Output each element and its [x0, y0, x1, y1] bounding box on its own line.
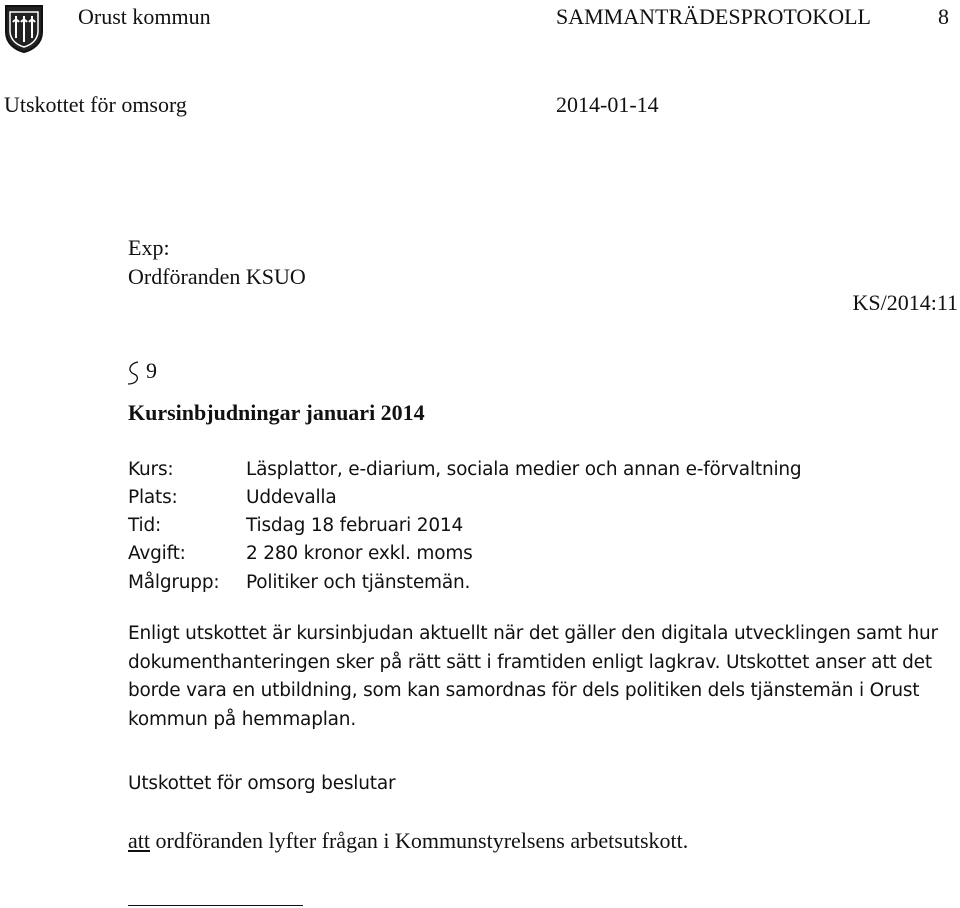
committee-name: Utskottet för omsorg: [4, 92, 187, 117]
section-title: Kursinbjudningar januari 2014: [128, 400, 425, 425]
decision-att: att: [128, 828, 150, 853]
info-value-target-group: Politiker och tjänstemän.: [246, 572, 471, 593]
body-paragraph: Enligt utskottet är kursinbjudan aktuellt när det gäller den digitala utvecklingen samt hur dokumenthanteringen sker på rätt sätt i framtiden enligt lagkrav. Utskottet anser att det borde vara en utbildning, som kan samordnas för dels politiken dels tjänstemän i Orust kommun på hemmaplan.: [128, 623, 938, 730]
decision-statement: [128, 828, 688, 854]
info-label-time: Tid:: [128, 515, 162, 536]
document-type: SAMMANTRÄDESPROTOKOLL: [556, 4, 871, 29]
info-value-time: Tisdag 18 februari 2014: [246, 515, 464, 536]
info-label-fee: Avgift:: [128, 543, 186, 564]
dispatch-recipient: Ordföranden KSUO: [128, 264, 306, 289]
page-number: 8: [938, 4, 949, 29]
info-label-target-group: Målgrupp:: [128, 572, 220, 593]
decision-text: ordföranden lyfter frågan i Kommunstyrelsens arbetsutskott.: [150, 828, 689, 853]
info-value-course: Läsplattor, e-diarium, sociala medier och annan e-förvaltning: [246, 459, 802, 480]
info-label-place: Plats:: [128, 487, 178, 508]
info-value-place: Uddevalla: [246, 487, 337, 508]
signature-line: [128, 905, 303, 906]
meeting-date: 2014-01-14: [556, 92, 659, 117]
municipal-coat-of-arms-icon: [4, 4, 44, 54]
case-number: KS/2014:11: [852, 290, 958, 315]
dispatch-label: Exp:: [128, 235, 170, 260]
info-value-fee: 2 280 kronor exkl. moms: [246, 543, 473, 564]
info-label-course: Kurs:: [128, 459, 174, 480]
decision-intro: Utskottet för omsorg beslutar: [128, 773, 396, 794]
section-symbol-icon: [124, 360, 142, 386]
org-name: Orust kommun: [78, 4, 211, 29]
section-number: 9: [146, 358, 157, 383]
